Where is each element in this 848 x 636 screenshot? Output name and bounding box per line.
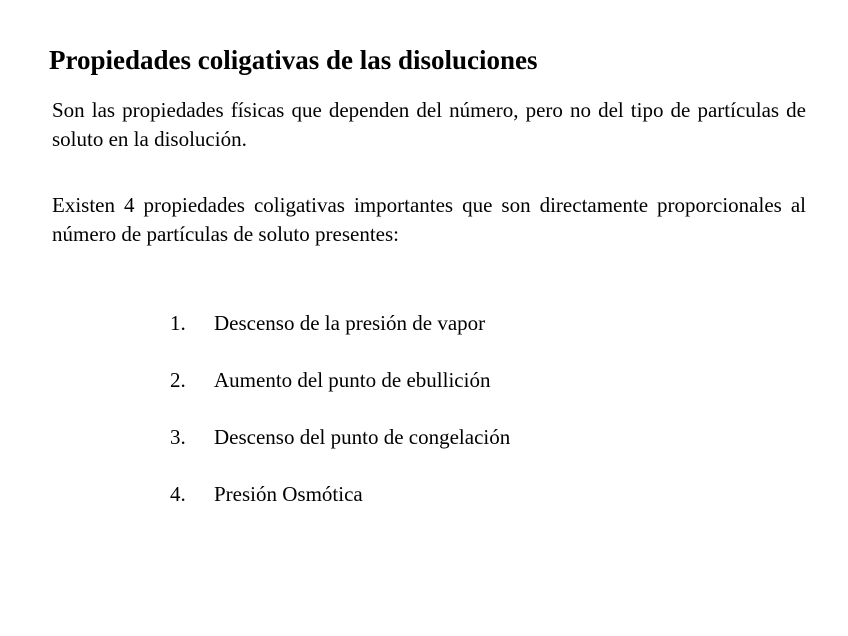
list-item-text: Descenso de la presión de vapor <box>214 311 486 335</box>
list-item-number: 3. <box>170 425 186 449</box>
list-item-text: Aumento del punto de ebullición <box>214 368 491 392</box>
list-item-number: 4. <box>170 482 186 506</box>
properties-paragraph: Existen 4 propiedades coligativas importantes que son directamente proporcionales al número de partículas de soluto presentes: <box>52 193 806 246</box>
list-item-number: 1. <box>170 311 186 335</box>
document-title: Propiedades coligativas de las disoluciones <box>49 45 538 75</box>
intro-paragraph: Son las propiedades físicas que dependen del número, pero no del tipo de partículas de soluto en la disolución. <box>52 98 806 151</box>
list-item-text: Presión Osmótica <box>214 482 363 506</box>
list-item-number: 2. <box>170 368 186 392</box>
list-item-text: Descenso del punto de congelación <box>214 425 511 449</box>
